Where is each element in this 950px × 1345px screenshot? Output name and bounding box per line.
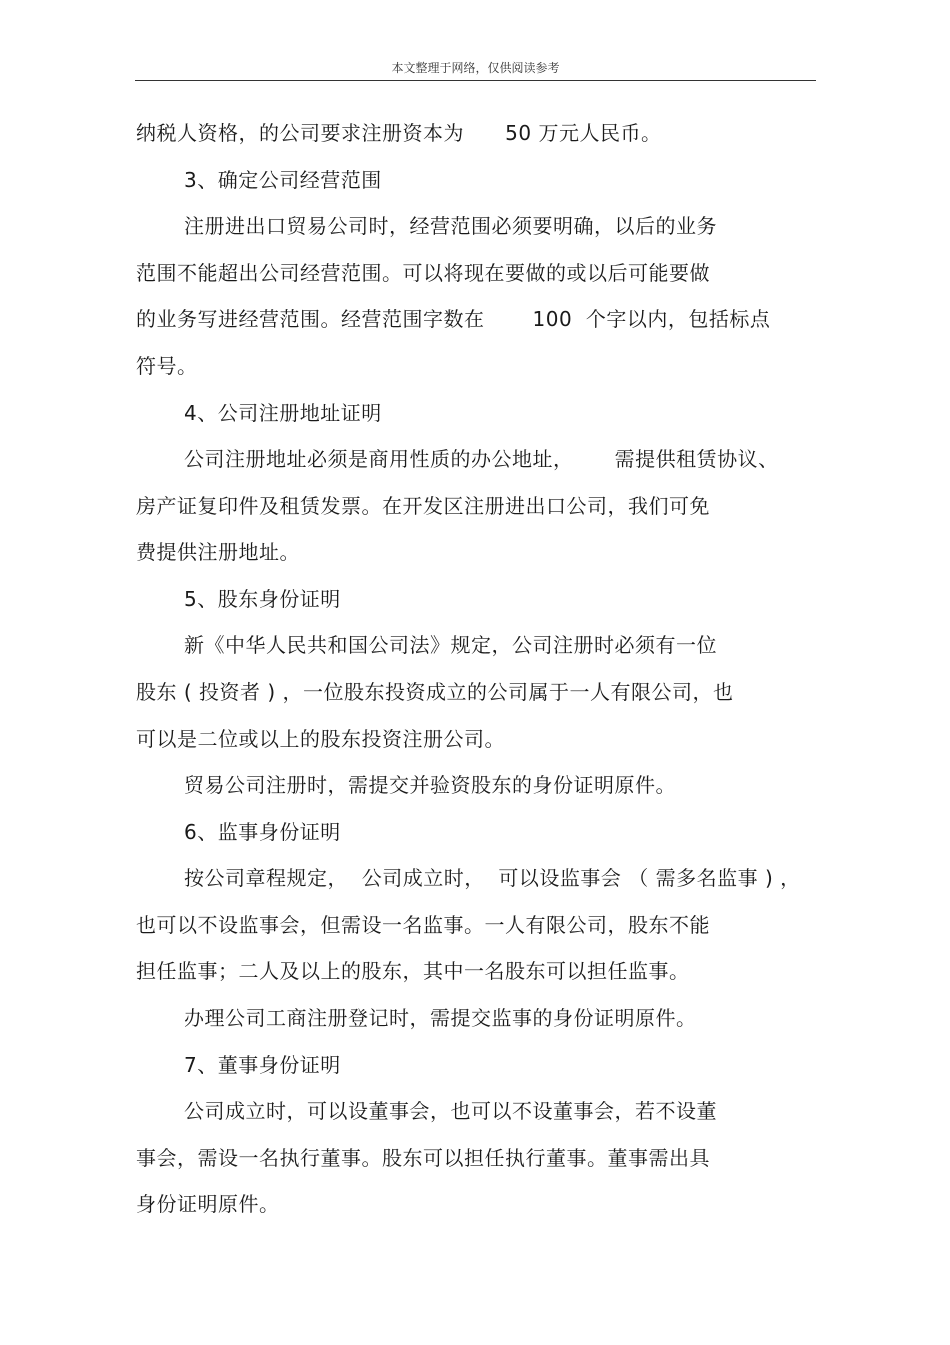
section-heading: 3、确定公司经营范围 bbox=[184, 168, 382, 192]
paragraph-line: 贸易公司注册时，需提交并验资股东的身份证明原件。 bbox=[184, 773, 676, 797]
paragraph-line: 办理公司工商注册登记时，需提交监事的身份证明原件。 bbox=[184, 1006, 697, 1030]
section-heading: 4、公司注册地址证明 bbox=[184, 401, 382, 425]
paragraph-line: 公司成立时，可以设董事会，也可以不设董事会，若不设董 bbox=[184, 1099, 717, 1123]
paragraph-line: 注册进出口贸易公司时，经营范围必须要明确，以后的业务 bbox=[184, 214, 717, 238]
paragraph-line: 费提供注册地址。 bbox=[136, 540, 300, 564]
paragraph-line: 可以是二位或以上的股东投资注册公司。 bbox=[136, 727, 505, 751]
section-heading: 7、董事身份证明 bbox=[184, 1053, 341, 1077]
paragraph-line: 公司注册地址必须是商用性质的办公地址， 需提供租赁协议、 bbox=[184, 447, 779, 471]
paragraph-line: 也可以不设监事会，但需设一名监事。一人有限公司，股东不能 bbox=[136, 913, 710, 937]
section-heading: 5、股东身份证明 bbox=[184, 587, 341, 611]
paragraph-line: 股东 ( 投资者 ) ，一位股东投资成立的公司属于一人有限公司，也 bbox=[136, 680, 734, 704]
paragraph-line: 房产证复印件及租赁发票。在开发区注册进出口公司，我们可免 bbox=[136, 494, 710, 518]
paragraph-line: 担任监事；二人及以上的股东，其中一名股东可以担任监事。 bbox=[136, 959, 690, 983]
paragraph-line: 按公司章程规定， 公司成立时， 可以设监事会 （ 需多名监事 ) ， bbox=[184, 866, 801, 890]
page-header: 本文整理于网络，仅供阅读参考 bbox=[391, 61, 560, 75]
paragraph-line: 事会，需设一名执行董事。股东可以担任执行董事。董事需出具 bbox=[136, 1146, 710, 1170]
paragraph-line: 身份证明原件。 bbox=[136, 1192, 280, 1216]
header-divider bbox=[135, 80, 816, 81]
paragraph-line: 范围不能超出公司经营范围。可以将现在要做的或以后可能要做 bbox=[136, 261, 710, 285]
paragraph-line: 的业务写进经营范围。经营范围字数在 100 个字以内，包括标点 bbox=[136, 307, 771, 331]
paragraph-line: 纳税人资格，的公司要求注册资本为 50 万元人民币。 bbox=[136, 121, 662, 145]
paragraph-line: 新《中华人民共和国公司法》规定，公司注册时必须有一位 bbox=[184, 633, 717, 657]
paragraph-line: 符号。 bbox=[136, 354, 198, 378]
section-heading: 6、监事身份证明 bbox=[184, 820, 341, 844]
